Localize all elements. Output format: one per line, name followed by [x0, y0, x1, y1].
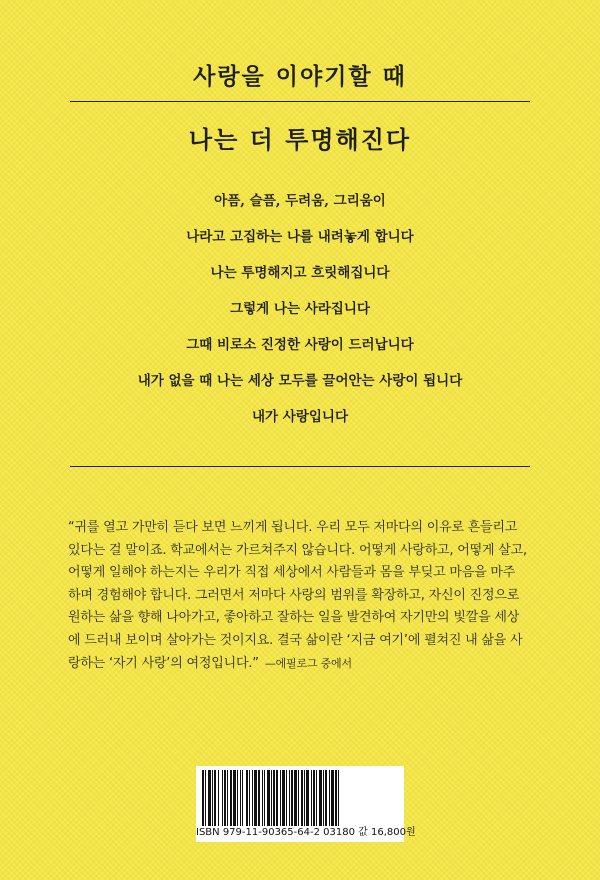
isbn-label: ISBN 979-11-90365-64-2 03180 값 16,800원: [196, 826, 404, 842]
quote-line: 랑하는 ‘자기 사랑’의 여정입니다.”: [68, 655, 259, 671]
quote-last-line: [68, 653, 536, 676]
barcode-bar: [298, 770, 299, 826]
poem-line: 아픔, 슬픔, 두려움, 그리움이: [214, 193, 386, 209]
barcode-bar: [267, 770, 270, 826]
barcode-bar: [227, 770, 228, 826]
barcode-bar: [222, 770, 223, 826]
barcode-bar: [311, 770, 312, 826]
barcode-bar: [249, 770, 250, 826]
quote-line: 에 드러내 보이며 살아가는 것이지요. 결국 삶이란 ‘지금 여기’에 펼쳐진 내 삶을 사: [68, 632, 523, 648]
barcode-bar: [230, 770, 232, 826]
poem-line: 내가 사랑입니다: [252, 409, 348, 425]
barcode-bar: [205, 770, 206, 826]
barcode-bar: [262, 770, 263, 826]
barcode-bar: [273, 770, 275, 826]
barcode-bar: [286, 770, 287, 826]
barcode-bar: [224, 770, 226, 826]
quote-line: 어떻게 일해야 하는지는 우리가 직접 세상에서 사람들과 몸을 부딪고 마음을 마주: [68, 565, 516, 581]
barcode-bar: [329, 770, 330, 826]
barcode-bar: [254, 770, 257, 826]
barcode-bar: [208, 770, 211, 826]
poem-block: [0, 192, 600, 444]
barcode-bar: [271, 770, 272, 826]
barcode-bar: [214, 770, 216, 826]
epilogue-quote: [68, 517, 536, 675]
barcode-bar: [242, 770, 243, 826]
barcode: [196, 766, 404, 828]
barcode-bar: [252, 770, 253, 826]
barcode-bar: [276, 770, 278, 826]
barcode-bar: [233, 770, 236, 826]
barcode-bar: [282, 770, 285, 826]
quote-line: 원하는 삶을 향해 나아가고, 좋아하고 잘하는 일을 발견하여 자기만의 빛깔을 세상: [68, 610, 520, 626]
barcode-bar: [291, 770, 293, 826]
barcode-bar: [301, 770, 303, 826]
barcode-bar: [237, 770, 238, 826]
title-divider: [70, 101, 530, 102]
section-divider: [70, 466, 530, 467]
poem-line: 나라고 고집하는 나를 내려놓게 합니다: [186, 229, 414, 245]
title-line-2: 나는 더 투명해진다: [188, 125, 412, 154]
title-line-1: 사랑을 이야기할 때: [193, 63, 407, 90]
barcode-bar: [323, 770, 324, 826]
barcode-bar: [331, 770, 334, 826]
quote-line: “귀를 열고 가만히 듣다 보면 느끼게 됩니다. 우리 모두 저마다의 이유로 흔들리고: [68, 520, 518, 535]
barcode-bar: [258, 770, 260, 826]
barcode-bar: [335, 770, 337, 826]
barcode-bar: [316, 770, 317, 826]
barcode-bar: [218, 770, 219, 826]
barcode-bar: [289, 770, 290, 826]
barcode-bar: [313, 770, 315, 826]
barcode-bar: [246, 770, 248, 826]
quote-line: 있다는 걸 말이죠. 학교에서는 가르쳐주지 않습니다. 어떻게 사랑하고, 어떻게 살고,: [68, 542, 527, 558]
barcode-bar: [280, 770, 281, 826]
barcode-bar: [304, 770, 305, 826]
barcode-bar: [264, 770, 265, 826]
barcode-bars-icon: [200, 770, 400, 826]
quote-source: —에필로그 중에서: [264, 656, 352, 670]
barcode-bar: [212, 770, 213, 826]
barcode-bar: [294, 770, 297, 826]
quote-line: 하며 경험해야 합니다. 그러면서 저마다 사랑의 범위를 확장하고, 자신이 진정으로: [68, 587, 520, 603]
barcode-bar: [319, 770, 322, 826]
poem-line: 그때 비로소 진정한 사랑이 드러납니다: [186, 337, 414, 353]
barcode-bar: [338, 770, 339, 826]
barcode-bar: [202, 770, 204, 826]
poem-line: 내가 없을 때 나는 세상 모두를 끌어안는 사랑이 됩니다: [137, 373, 463, 389]
barcode-bar: [240, 770, 241, 826]
poem-line: 그렇게 나는 사라집니다: [230, 301, 370, 317]
poem-line: 나는 투명해지고 흐릿해집니다: [210, 265, 390, 281]
barcode-bar: [306, 770, 309, 826]
barcode-bar: [325, 770, 327, 826]
